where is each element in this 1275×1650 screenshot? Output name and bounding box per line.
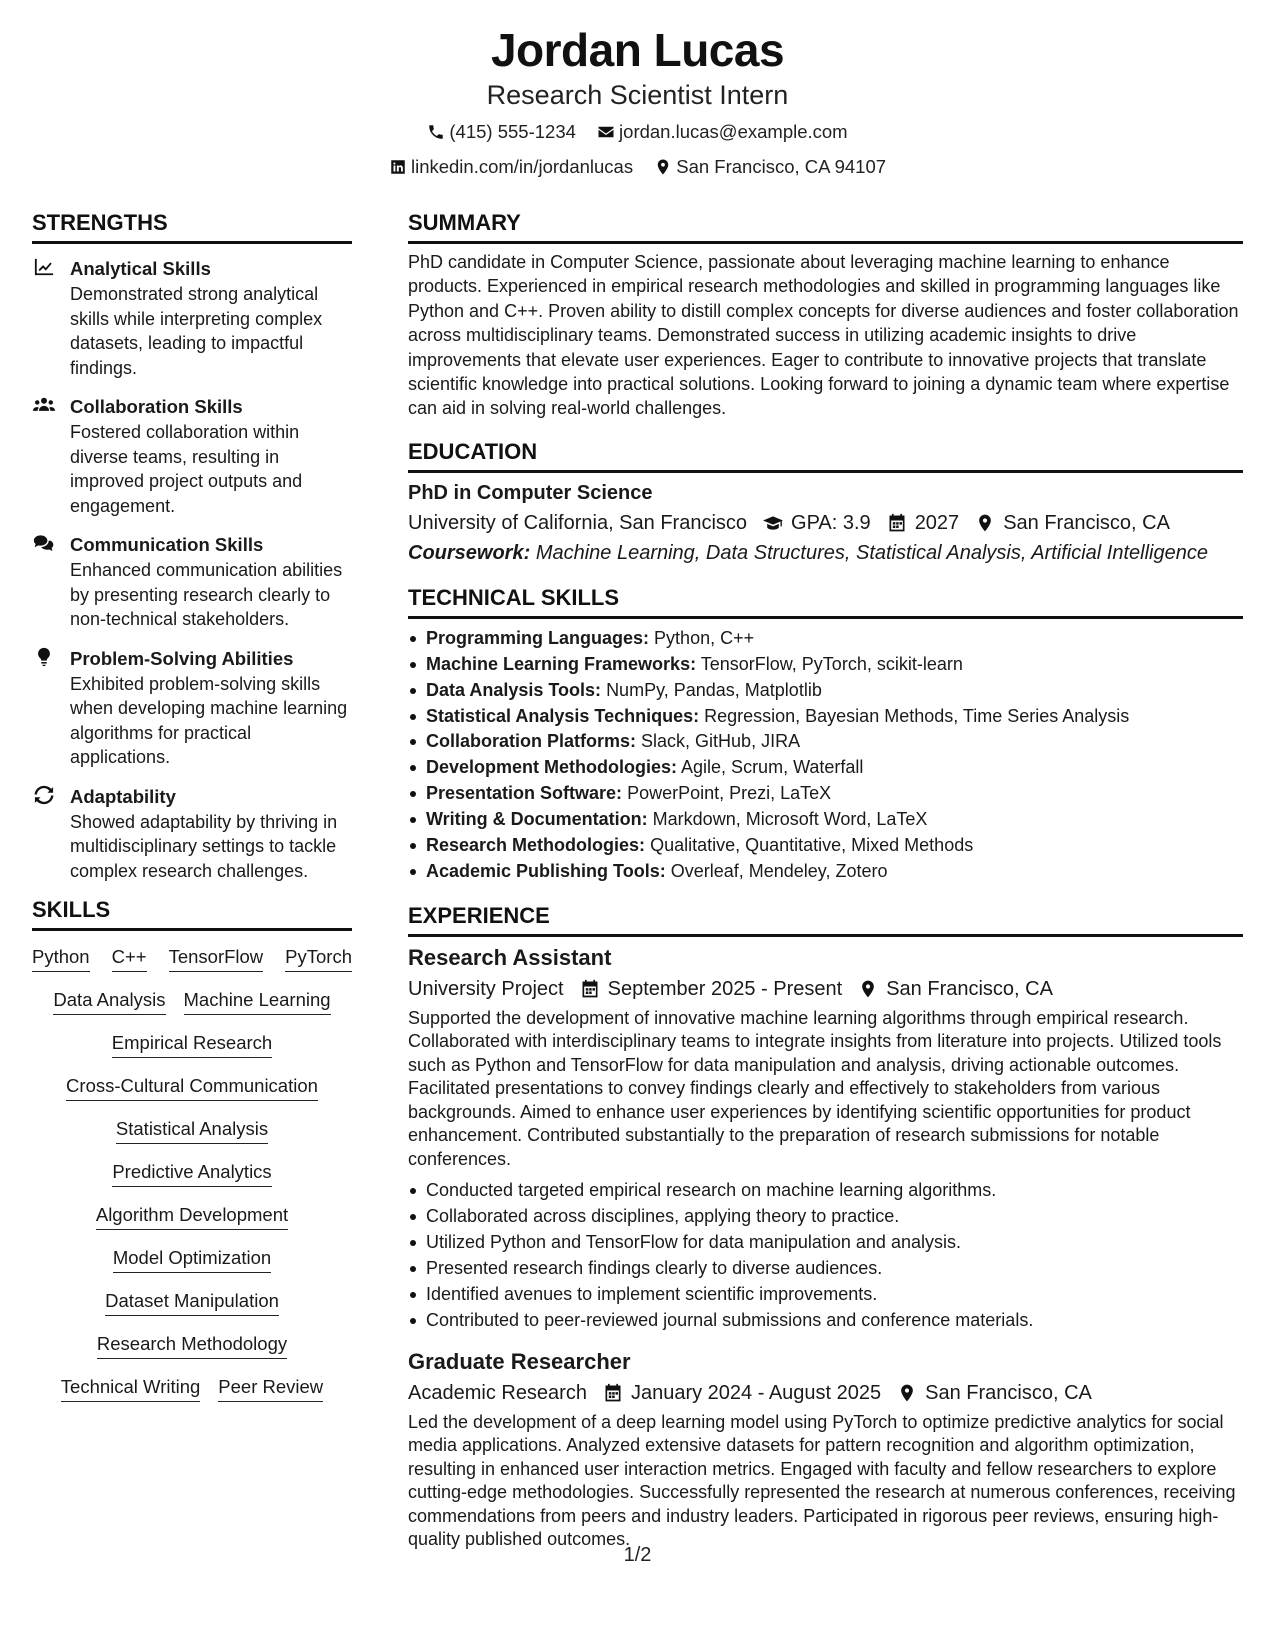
strength-title: Adaptability <box>70 785 176 807</box>
strength-body <box>70 784 352 884</box>
skill-tag: Cross-Cultural Communication <box>66 1074 318 1101</box>
left-column <box>32 210 352 1418</box>
skill-tag: Algorithm Development <box>96 1203 288 1230</box>
skill-tag: Statistical Analysis <box>116 1117 268 1144</box>
skill-category: Machine Learning Frameworks: <box>426 653 697 674</box>
page-number: 1/2 <box>623 1544 652 1566</box>
job-meta <box>408 975 1243 1003</box>
skill-tag: Research Methodology <box>97 1332 287 1359</box>
skill-tags <box>32 945 352 1402</box>
skill-tag: Dataset Manipulation <box>105 1289 279 1316</box>
list-item <box>408 833 1243 859</box>
skill-values: Markdown, Microsoft Word, LaTeX <box>652 809 928 830</box>
job-org: University Project <box>408 977 564 1000</box>
skill-row <box>32 1074 352 1101</box>
grad-year: 2027 <box>914 511 960 534</box>
summary-section <box>408 210 1243 421</box>
technical-skills-section <box>408 585 1243 885</box>
phone-icon <box>427 123 445 141</box>
skill-tag: Peer Review <box>218 1375 323 1402</box>
right-column <box>408 210 1243 1570</box>
skill-values: Overleaf, Mendeley, Zotero <box>670 861 888 881</box>
skill-row <box>32 1375 352 1402</box>
contact-row-1 <box>0 120 1275 147</box>
skill-tag: PyTorch <box>285 945 352 972</box>
location-contact <box>654 155 886 179</box>
strength-desc: Showed adaptability by thriving in multidisciplinary settings to tackle complex research challenges. <box>70 811 338 881</box>
job-dates: September 2025 - Present <box>607 977 843 1000</box>
strength-title: Problem-Solving Abilities <box>70 647 294 669</box>
skills-heading: SKILLS <box>32 897 352 931</box>
strength-body <box>70 646 352 770</box>
job-entry <box>408 1348 1243 1552</box>
calendar-icon <box>580 979 600 999</box>
strength-desc: Exhibited problem-solving skills when developing machine learning algorithms for practical applications. <box>70 673 348 767</box>
job-meta <box>408 1379 1243 1407</box>
lightbulb-icon <box>32 647 56 671</box>
skill-category: Collaboration Platforms: <box>426 731 637 752</box>
skill-row <box>32 945 352 972</box>
education-heading: EDUCATION <box>408 439 1243 473</box>
skill-category: Programming Languages: <box>426 627 650 648</box>
list-item: Collaborated across disciplines, applying theory to practice. <box>408 1204 1243 1230</box>
strength-item <box>32 394 352 518</box>
map-marker-icon <box>975 513 995 533</box>
skill-values: PowerPoint, Prezi, LaTeX <box>627 783 832 804</box>
map-marker-icon <box>897 1383 917 1403</box>
experience-section <box>408 903 1243 1552</box>
job-description: Supported the development of innovative machine learning algorithms through empirical research. Collaborated with interdisciplinary teams to integrate insights from literature into projects. Utilized tools such as Python and TensorFlow for data manipulation and analysis, driving actionable outcomes. Facilitated presentations to convey findings clearly and effectively to stakeholders from various backgrounds. Aimed to enhance user experiences by identifying scientific opportunities for product enhancement. Contributed substantially to the preparation of research submissions for notable conferences. <box>408 1007 1222 1169</box>
job-location: San Francisco, CA <box>925 1381 1092 1404</box>
skill-category: Academic Publishing Tools: <box>426 861 666 881</box>
summary-text: PhD candidate in Computer Science, passionate about leveraging machine learning to enhance products. Experienced in empirical research methodologies and skilled in programming languages like Python and C++. Proven ability to distill complex concepts for diverse audiences and foster collaboration across multidisciplinary teams. Demonstrated success in utilizing academic insights to drive improvements that elevate user experiences. Eager to contribute to innovative projects that translate scientific knowledge into practical solutions. Looking forward to joining a dynamic team where expertise can aid in solving real-world challenges. <box>408 252 1239 419</box>
school-name: University of California, San Francisco <box>408 511 748 534</box>
job-title: Graduate Researcher <box>408 1348 631 1374</box>
skill-row <box>32 988 352 1015</box>
list-item <box>408 678 1243 704</box>
strength-desc: Enhanced communication abilities by presenting research clearly to non-technical stakeholders. <box>70 560 343 629</box>
coursework <box>408 539 1243 567</box>
skill-values: Regression, Bayesian Methods, Time Series Analysis <box>704 705 1130 726</box>
list-item <box>408 704 1243 730</box>
phone-contact <box>427 120 576 144</box>
education-section <box>408 439 1243 567</box>
job-location: San Francisco, CA <box>886 977 1053 1000</box>
skill-tag: TensorFlow <box>169 945 264 972</box>
skill-values: Slack, GitHub, JIRA <box>641 731 801 752</box>
skill-row <box>32 1160 352 1187</box>
strength-body <box>70 532 352 632</box>
graduation-cap-icon <box>763 513 783 533</box>
skill-category: Research Methodologies: <box>426 835 646 856</box>
education-meta <box>408 509 1243 537</box>
skill-tag: Empirical Research <box>112 1031 272 1058</box>
strength-body <box>70 394 352 518</box>
skill-values: Python, C++ <box>654 627 755 648</box>
technical-skills-list <box>408 626 1243 885</box>
skill-values: Agile, Scrum, Waterfall <box>681 757 864 778</box>
strength-item <box>32 532 352 632</box>
skill-category: Writing & Documentation: <box>426 809 648 830</box>
map-marker-icon <box>654 158 672 176</box>
envelope-icon <box>597 123 615 141</box>
job-description: Led the development of a deep learning model using PyTorch to optimize predictive analytics for social media applications. Analyzed extensive datasets for pattern recognition and algorithm optimization, resulting in enhanced user interaction metrics. Engaged with faculty and fellow researchers to explore cutting-edge methodologies. Successfully represented the research at numerous conferences, receiving commendations from peers and industry leaders. Participated in rigorous peer reviews, ensuring high-quality published outcomes. <box>408 1411 1236 1550</box>
strength-desc: Fostered collaboration within diverse teams, resulting in improved project outputs and engagement. <box>70 422 303 516</box>
list-item: Contributed to peer-reviewed journal submissions and conference materials. <box>408 1308 1243 1334</box>
calendar-icon <box>887 513 907 533</box>
strength-item <box>32 784 352 884</box>
users-icon <box>32 395 56 419</box>
list-item <box>408 652 1243 678</box>
skill-category: Statistical Analysis Techniques: <box>426 705 700 726</box>
contact-row-2 <box>0 155 1275 182</box>
skill-tag: Python <box>32 945 90 972</box>
linkedin-contact[interactable] <box>389 155 633 179</box>
list-item <box>408 807 1243 833</box>
experience-heading: EXPERIENCE <box>408 903 1243 937</box>
skill-values: Qualitative, Quantitative, Mixed Methods <box>650 835 974 856</box>
skill-tag: Technical Writing <box>61 1375 201 1402</box>
skill-tag: Machine Learning <box>184 988 331 1015</box>
skill-row <box>32 1031 352 1058</box>
skill-tag: Predictive Analytics <box>112 1160 271 1187</box>
email-text[interactable]: jordan.lucas@example.com <box>619 121 848 142</box>
candidate-name: Jordan Lucas <box>490 24 785 76</box>
list-item: Utilized Python and TensorFlow for data manipulation and analysis. <box>408 1230 1243 1256</box>
list-item <box>408 729 1243 755</box>
degree-title: PhD in Computer Science <box>408 481 653 504</box>
skill-category: Presentation Software: <box>426 783 623 804</box>
email-contact[interactable] <box>597 120 848 144</box>
linkedin-icon <box>389 158 407 176</box>
skill-row <box>32 1246 352 1273</box>
strengths-list <box>32 256 352 883</box>
skill-values: NumPy, Pandas, Matplotlib <box>606 679 822 700</box>
job-dates: January 2024 - August 2025 <box>630 1381 882 1404</box>
list-item <box>408 755 1243 781</box>
location-text: San Francisco, CA 94107 <box>676 156 887 177</box>
strength-title: Communication Skills <box>70 534 264 555</box>
coursework-list: Machine Learning, Data Structures, Statistical Analysis, Artificial Intelligence <box>535 541 1208 564</box>
candidate-role: Research Scientist Intern <box>486 80 789 110</box>
strength-item <box>32 256 352 380</box>
school-location: San Francisco, CA <box>1003 511 1170 534</box>
phone-text: (415) 555-1234 <box>449 121 576 142</box>
list-item: Presented research findings clearly to diverse audiences. <box>408 1256 1243 1282</box>
list-item <box>408 781 1243 807</box>
job-org: Academic Research <box>408 1381 587 1404</box>
strengths-heading: STRENGTHS <box>32 210 352 244</box>
skill-row <box>32 1332 352 1359</box>
list-item <box>408 626 1243 652</box>
strength-desc: Demonstrated strong analytical skills while interpreting complex datasets, leading to impactful findings. <box>70 284 323 378</box>
skill-row <box>32 1289 352 1316</box>
skill-tag: C++ <box>112 945 147 972</box>
strength-body <box>70 256 352 380</box>
skill-tag: Data Analysis <box>53 988 165 1015</box>
chart-line-icon <box>32 257 56 281</box>
resume-header <box>0 22 1275 182</box>
list-item: Conducted targeted empirical research on machine learning algorithms. <box>408 1178 1243 1204</box>
skill-row <box>32 1117 352 1144</box>
job-bullets <box>408 1178 1243 1333</box>
list-item <box>408 859 1243 885</box>
strength-title: Collaboration Skills <box>70 396 243 417</box>
job-title: Research Assistant <box>408 944 612 970</box>
coursework-label: Coursework: <box>408 541 531 564</box>
skill-category: Data Analysis Tools: <box>426 679 602 700</box>
linkedin-text[interactable]: linkedin.com/in/jordanlucas <box>410 156 634 177</box>
strength-title: Analytical Skills <box>70 258 211 279</box>
summary-heading: SUMMARY <box>408 210 1243 244</box>
gpa-text: GPA: 3.9 <box>791 511 871 534</box>
sync-icon <box>32 785 56 809</box>
skill-category: Development Methodologies: <box>426 757 678 778</box>
map-marker-icon <box>858 979 878 999</box>
list-item: Identified avenues to implement scientific improvements. <box>408 1282 1243 1308</box>
skill-row <box>32 1203 352 1230</box>
strengths-section <box>32 210 352 883</box>
skills-section <box>32 897 352 1402</box>
job-entry <box>408 944 1243 1334</box>
calendar-icon <box>603 1383 623 1403</box>
comments-icon <box>32 533 56 557</box>
strength-item <box>32 646 352 770</box>
skill-values: TensorFlow, PyTorch, scikit-learn <box>700 653 963 674</box>
technical-skills-heading: TECHNICAL SKILLS <box>408 585 1243 619</box>
skill-tag: Model Optimization <box>113 1246 271 1273</box>
